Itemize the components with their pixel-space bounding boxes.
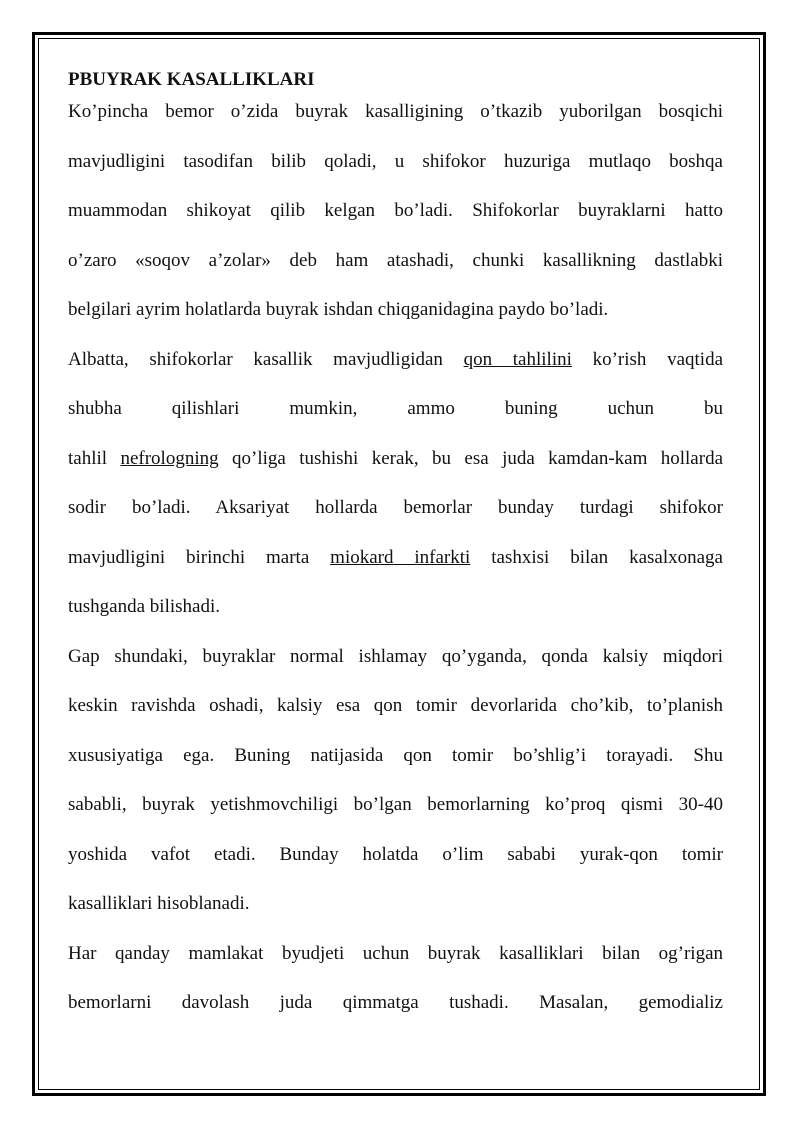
- paragraph-line: o’zaro «soqov a’zolar» deb ham atashadi, chunki kasallikning dastlabki: [68, 249, 723, 271]
- link-miokard-infarkti[interactable]: miokard infarkti: [330, 546, 471, 568]
- paragraph-line: Ko’pincha bemor o’zida buyrak kasalligining o’tkazib yuborilgan bosqichi: [68, 101, 723, 122]
- paragraph-line: kasalliklari hisoblanadi.: [68, 893, 250, 914]
- paragraph-line: bemorlarni davolash juda qimmatga tushadi. Masalan, gemodializ: [68, 992, 723, 1013]
- paragraph-line: Gap shundaki, buyraklar normal ishlamay qo’yganda, qonda kalsiy miqdori: [68, 645, 723, 667]
- paragraph-line: sodir bo’ladi. Aksariyat hollarda bemorlar bunday turdagi shifokor: [68, 497, 723, 518]
- paragraph-line: Har qanday mamlakat byudjeti uchun buyrak kasalliklari bilan og’rigan: [68, 942, 723, 964]
- link-qon-tahlilini[interactable]: qon tahlilini: [463, 348, 572, 370]
- document-title: PBUYRAK KASALLIKLARI: [68, 69, 315, 90]
- document-body: [68, 66, 723, 1039]
- paragraph-line: sababli, buyrak yetishmovchiligi bo’lgan bemorlarning ko’proq qismi 30-40: [68, 794, 723, 815]
- paragraph-line: Albatta, shifokorlar kasallik mavjudligidan qon tahlilini ko’rish vaqtida: [68, 348, 724, 370]
- paragraph-line: mavjudligini birinchi marta miokard infarkti tashxisi bilan kasalxonaga: [68, 546, 723, 568]
- paragraph-line: xususiyatiga ega. Buning natijasida qon tomir bo’shlig’i torayadi. Shu: [68, 744, 723, 766]
- paragraph-line: mavjudligini tasodifan bilib qoladi, u shifokor huzuriga mutlaqo boshqa: [68, 150, 723, 172]
- paragraph-line: tahlil nefrologning qo’liga tushishi kerak, bu esa juda kamdan-kam hollarda: [68, 447, 724, 469]
- paragraph-line: keskin ravishda oshadi, kalsiy esa qon tomir devorlarida cho’kib, to’planish: [68, 695, 723, 716]
- paragraph-line: shubha qilishlari mumkin, ammo buning uchun bu: [68, 398, 723, 419]
- paragraph-line: muammodan shikoyat qilib kelgan bo’ladi. Shifokorlar buyraklarni hatto: [68, 200, 723, 221]
- paragraph-line: belgilari ayrim holatlarda buyrak ishdan chiqganidagina paydo bo’ladi.: [68, 299, 609, 320]
- link-nefrologning[interactable]: nefrologning: [120, 447, 219, 469]
- paragraph-line: yoshida vafot etadi. Bunday holatda o’lim sababi yurak-qon tomir: [68, 843, 723, 865]
- paragraph-line: tushganda bilishadi.: [68, 596, 220, 617]
